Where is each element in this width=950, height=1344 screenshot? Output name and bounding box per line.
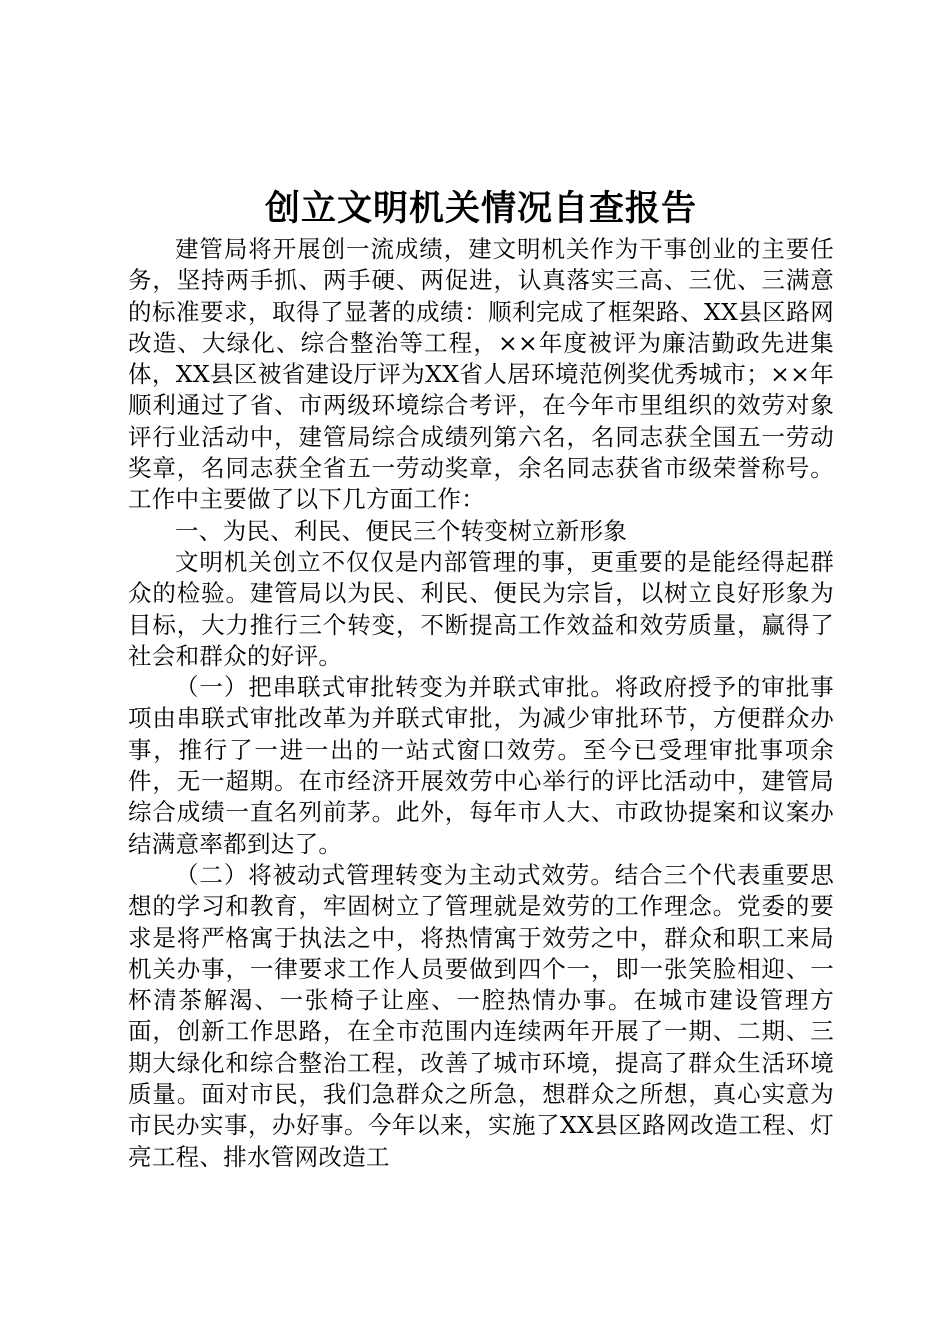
document-page [128,186,834,1173]
document-title: 创立文明机关情况自查报告 [264,188,697,229]
paragraph-section-1: 文明机关创立不仅仅是内部管理的事，更重要的是能经得起群众的检验。建管局以为民、利民、便民为宗旨，以树立良好形象为目标，大力推行三个转变，不断提高工作效益和效劳质量，赢得了社会和群众的好评。 [128,547,834,670]
paragraph-intro: 建管局将开展创一流成绩，建文明机关作为干事创业的主要任务，坚持两手抓、两手硬、两促进，认真落实三高、三优、三满意的标准要求，取得了显著的成绩：顺利完成了框架路、XX县区路网改造、大绿化、综合整治等工程，××年度被评为廉洁勤政先进集体，XX县区被省建设厅评为XX省人居环境范例奖优秀城市；××年顺利通过了省、市两级环境综合考评，在今年市里组织的效劳对象评行业活动中，建管局综合成绩列第六名，名同志获全国五一劳动奖章，名同志获全省五一劳动奖章，余名同志获省市级荣誉称号。工作中主要做了以下几方面工作： [128,235,834,514]
paragraph-item-2: （二）将被动式管理转变为主动式效劳。结合三个代表重要思想的学习和教育，牢固树立了管理就是效劳的工作理念。党委的要求是将严格寓于执法之中，将热情寓于效劳之中，群众和职工来局机关办事，一律要求工作人员要做到四个一，即一张笑脸相迎、一杯清茶解渴、一张椅子让座、一腔热情办事。在城市建设管理方面，创新工作思路，在全市范围内连续两年开展了一期、二期、三期大绿化和综合整治工程，改善了城市环境，提高了群众生活环境质量。面对市民，我们急群众之所急，想群众之所想，真心实意为市民办实事，办好事。今年以来，实施了XX县区路网改造工程、灯亮工程、排水管网改造工 [128,860,834,1171]
paragraph-item-1: （一）把串联式审批转变为并联式审批。将政府授予的审批事项由串联式审批改革为并联式审批，为减少审批环节，方便群众办事，推行了一进一出的一站式窗口效劳。至今已受理审批事项余件，无一超期。在市经济开展效劳中心举行的评比活动中，建管局综合成绩一直名列前茅。此外，每年市人大、市政协提案和议案办结满意率都到达了。 [128,673,834,858]
section-heading-1: 一、为民、利民、便民三个转变树立新形象 [175,516,628,545]
